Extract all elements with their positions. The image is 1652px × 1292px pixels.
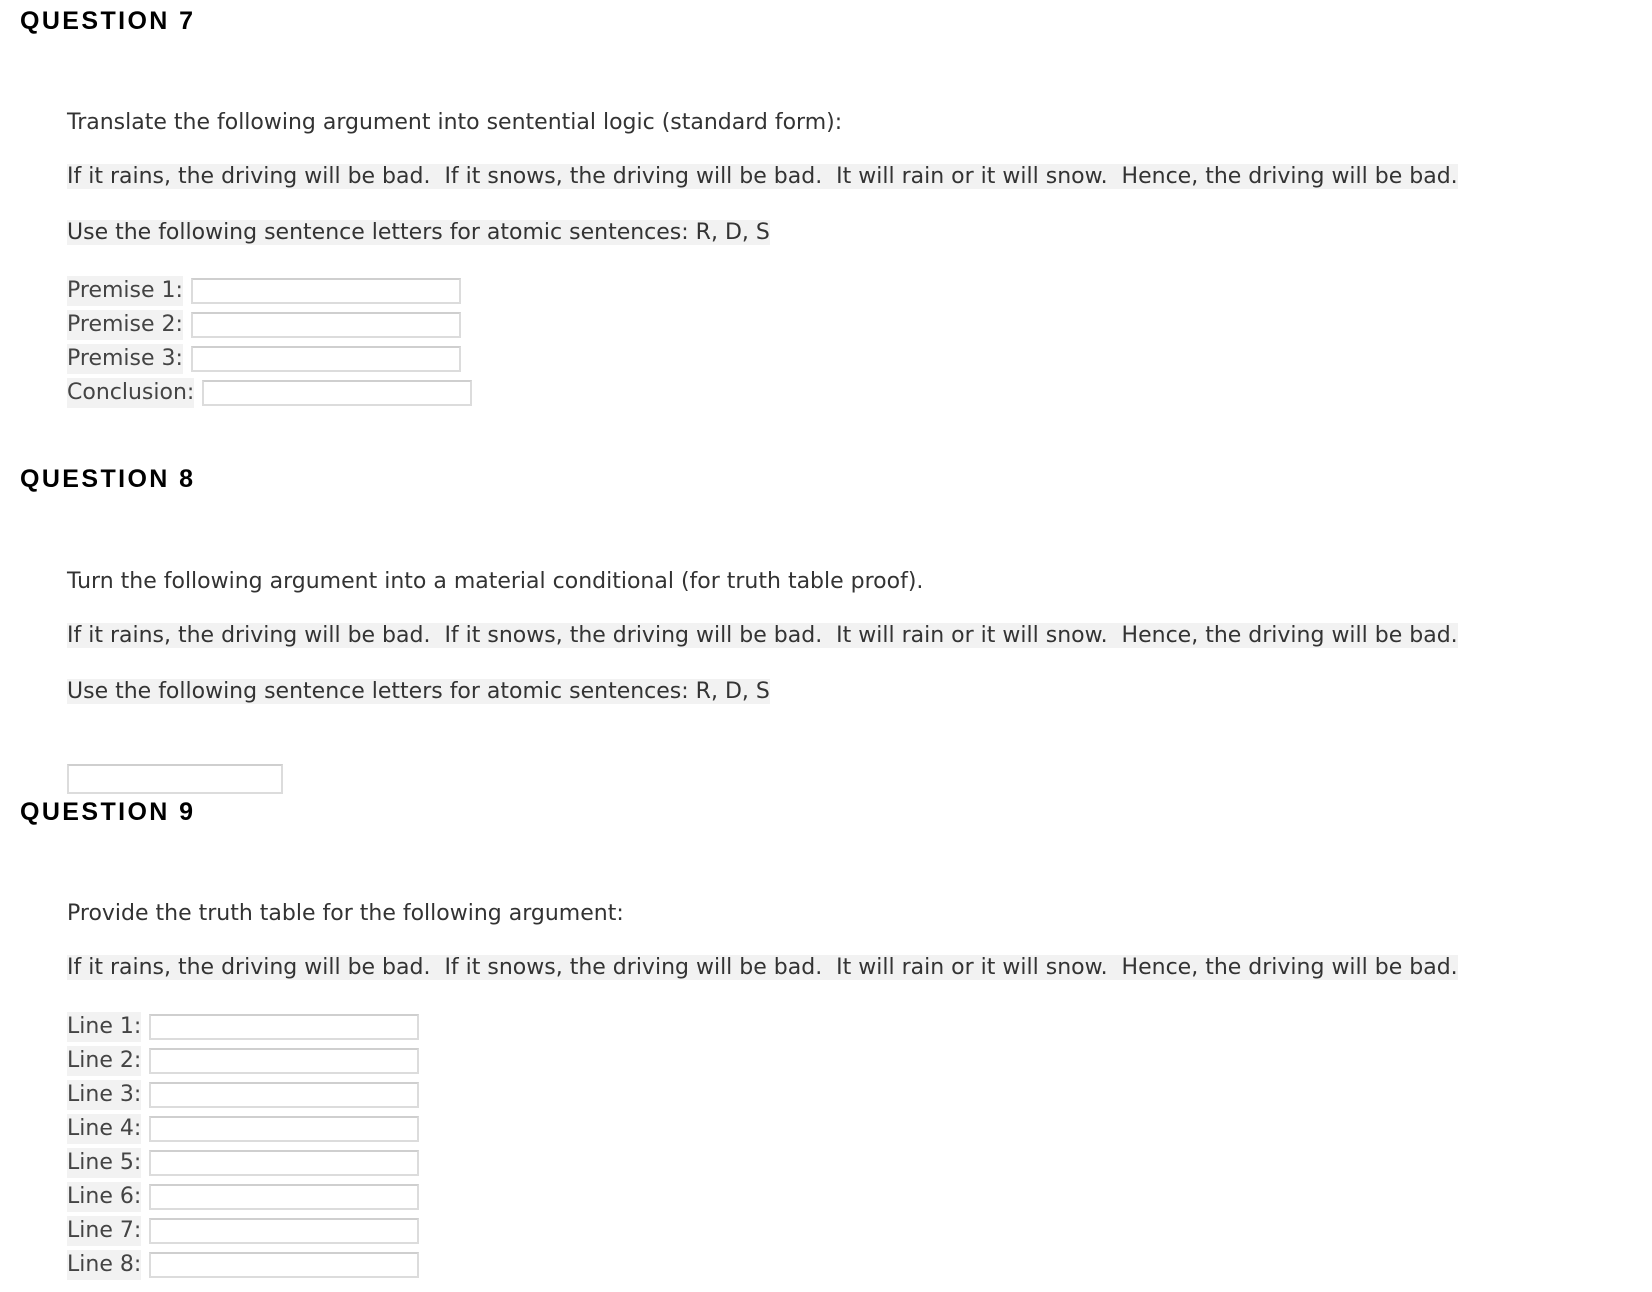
premise-1-row (67, 274, 461, 308)
truth-line-8-label: Line 8: (67, 1250, 141, 1280)
truth-line-5-row (67, 1146, 419, 1180)
question-7-instruction: Translate the following argument into sentential logic (standard form): (67, 110, 843, 135)
truth-line-3-input[interactable] (149, 1082, 419, 1108)
truth-line-6-row (67, 1180, 419, 1214)
question-7-argument (67, 162, 1458, 192)
truth-line-3-label: Line 3: (67, 1080, 141, 1110)
truth-line-4-label: Line 4: (67, 1114, 141, 1144)
question-8-argument-text: If it rains, the driving will be bad. If it snows, the driving will be bad. It will rain or it will snow. Hence, the driving will be bad. (67, 623, 1458, 648)
premise-1-label: Premise 1: (67, 276, 183, 306)
material-conditional-input[interactable] (67, 764, 283, 794)
question-8-heading: QUESTION 8 (20, 465, 196, 493)
question-9-argument-text: If it rains, the driving will be bad. If it snows, the driving will be bad. It will rain or it will snow. Hence, the driving will be bad. (67, 955, 1458, 980)
question-8-argument (67, 621, 1458, 651)
truth-line-8-input[interactable] (149, 1252, 419, 1278)
conclusion-input[interactable] (202, 380, 472, 406)
question-8-instruction: Turn the following argument into a material conditional (for truth table proof). (67, 569, 924, 594)
truth-line-5-input[interactable] (149, 1150, 419, 1176)
premise-2-input[interactable] (191, 312, 461, 338)
truth-line-1-input[interactable] (149, 1014, 419, 1040)
premise-3-row (67, 342, 461, 376)
truth-line-6-label: Line 6: (67, 1182, 141, 1212)
truth-line-2-input[interactable] (149, 1048, 419, 1074)
truth-line-8-row (67, 1248, 419, 1282)
truth-line-5-label: Line 5: (67, 1148, 141, 1178)
truth-line-2-label: Line 2: (67, 1046, 141, 1076)
question-9-heading: QUESTION 9 (20, 798, 196, 826)
premise-1-input[interactable] (191, 278, 461, 304)
question-7-heading: QUESTION 7 (20, 7, 196, 35)
truth-line-7-label: Line 7: (67, 1216, 141, 1246)
question-7-letters-note-text: Use the following sentence letters for atomic sentences: R, D, S (67, 220, 770, 245)
premise-3-label: Premise 3: (67, 344, 183, 374)
truth-line-1-label: Line 1: (67, 1012, 141, 1042)
conclusion-row (67, 376, 472, 410)
truth-line-4-row (67, 1112, 419, 1146)
truth-line-6-input[interactable] (149, 1184, 419, 1210)
truth-line-4-input[interactable] (149, 1116, 419, 1142)
question-7-letters-note (67, 218, 770, 248)
truth-line-3-row (67, 1078, 419, 1112)
truth-line-7-row (67, 1214, 419, 1248)
premise-3-input[interactable] (191, 346, 461, 372)
premise-2-row (67, 308, 461, 342)
question-8-letters-note (67, 677, 770, 707)
question-7-argument-text: If it rains, the driving will be bad. If it snows, the driving will be bad. It will rain or it will snow. Hence, the driving will be bad. (67, 164, 1458, 189)
question-9-argument (67, 953, 1458, 983)
conclusion-label: Conclusion: (67, 378, 194, 408)
question-8-letters-note-text: Use the following sentence letters for atomic sentences: R, D, S (67, 679, 770, 704)
truth-line-2-row (67, 1044, 419, 1078)
truth-line-7-input[interactable] (149, 1218, 419, 1244)
truth-line-1-row (67, 1010, 419, 1044)
question-9-instruction: Provide the truth table for the following argument: (67, 901, 624, 926)
premise-2-label: Premise 2: (67, 310, 183, 340)
